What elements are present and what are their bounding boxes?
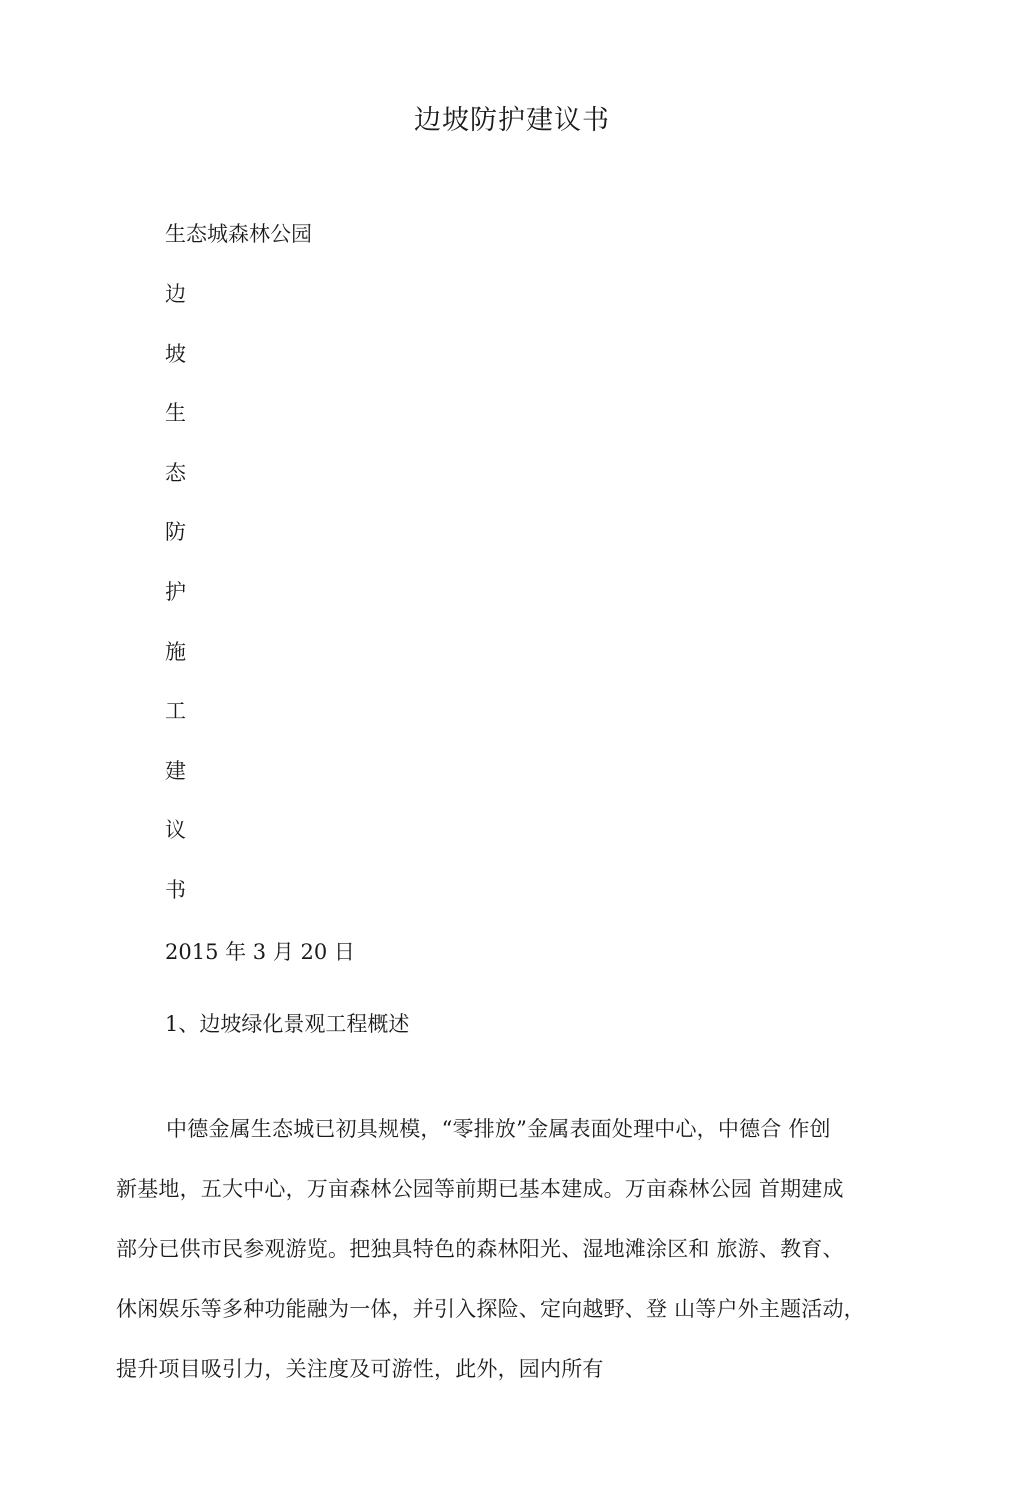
document-title: 边坡防护建议书 <box>414 105 610 136</box>
subtitle-line-char: 态 <box>165 461 186 485</box>
subtitle-line-char: 防 <box>165 520 186 544</box>
section-heading: 1、边坡绿化景观工程概述 <box>165 1012 410 1036</box>
document-date: 2015 年 3 月 20 日 <box>165 940 355 964</box>
subtitle-line-char: 议 <box>165 818 186 842</box>
subtitle-line-char: 坡 <box>165 342 186 366</box>
paragraph-line: 休闲娱乐等多种功能融为一体，并引入探险、定向越野、登 山等户外主题活动， <box>116 1297 865 1321</box>
subtitle-line-char: 施 <box>165 640 186 664</box>
subtitle-line-char: 护 <box>165 580 186 604</box>
paragraph-line: 提升项目吸引力，关注度及可游性，此外，园内所有 <box>116 1357 604 1381</box>
subtitle-line-char: 工 <box>165 699 186 723</box>
paragraph-line: 新基地，五大中心，万亩森林公园等前期已基本建成。万亩森林公园 首期建成 <box>116 1177 844 1201</box>
body-paragraph <box>116 1099 916 1399</box>
subtitle-line-char: 生 <box>165 401 186 425</box>
subtitle-line-park: 生态城森林公园 <box>165 222 312 246</box>
subtitle-line-char: 建 <box>165 759 186 783</box>
paragraph-line: 中德金属生态城已初具规模，“零排放”金属表面处理中心，中德合 作创 <box>166 1117 831 1141</box>
paragraph-line: 部分已供市民参观游览。把独具特色的森林阳光、湿地滩涂区和 旅游、教育、 <box>116 1237 844 1261</box>
subtitle-line-char: 书 <box>165 878 186 902</box>
subtitle-line-char: 边 <box>165 282 186 306</box>
